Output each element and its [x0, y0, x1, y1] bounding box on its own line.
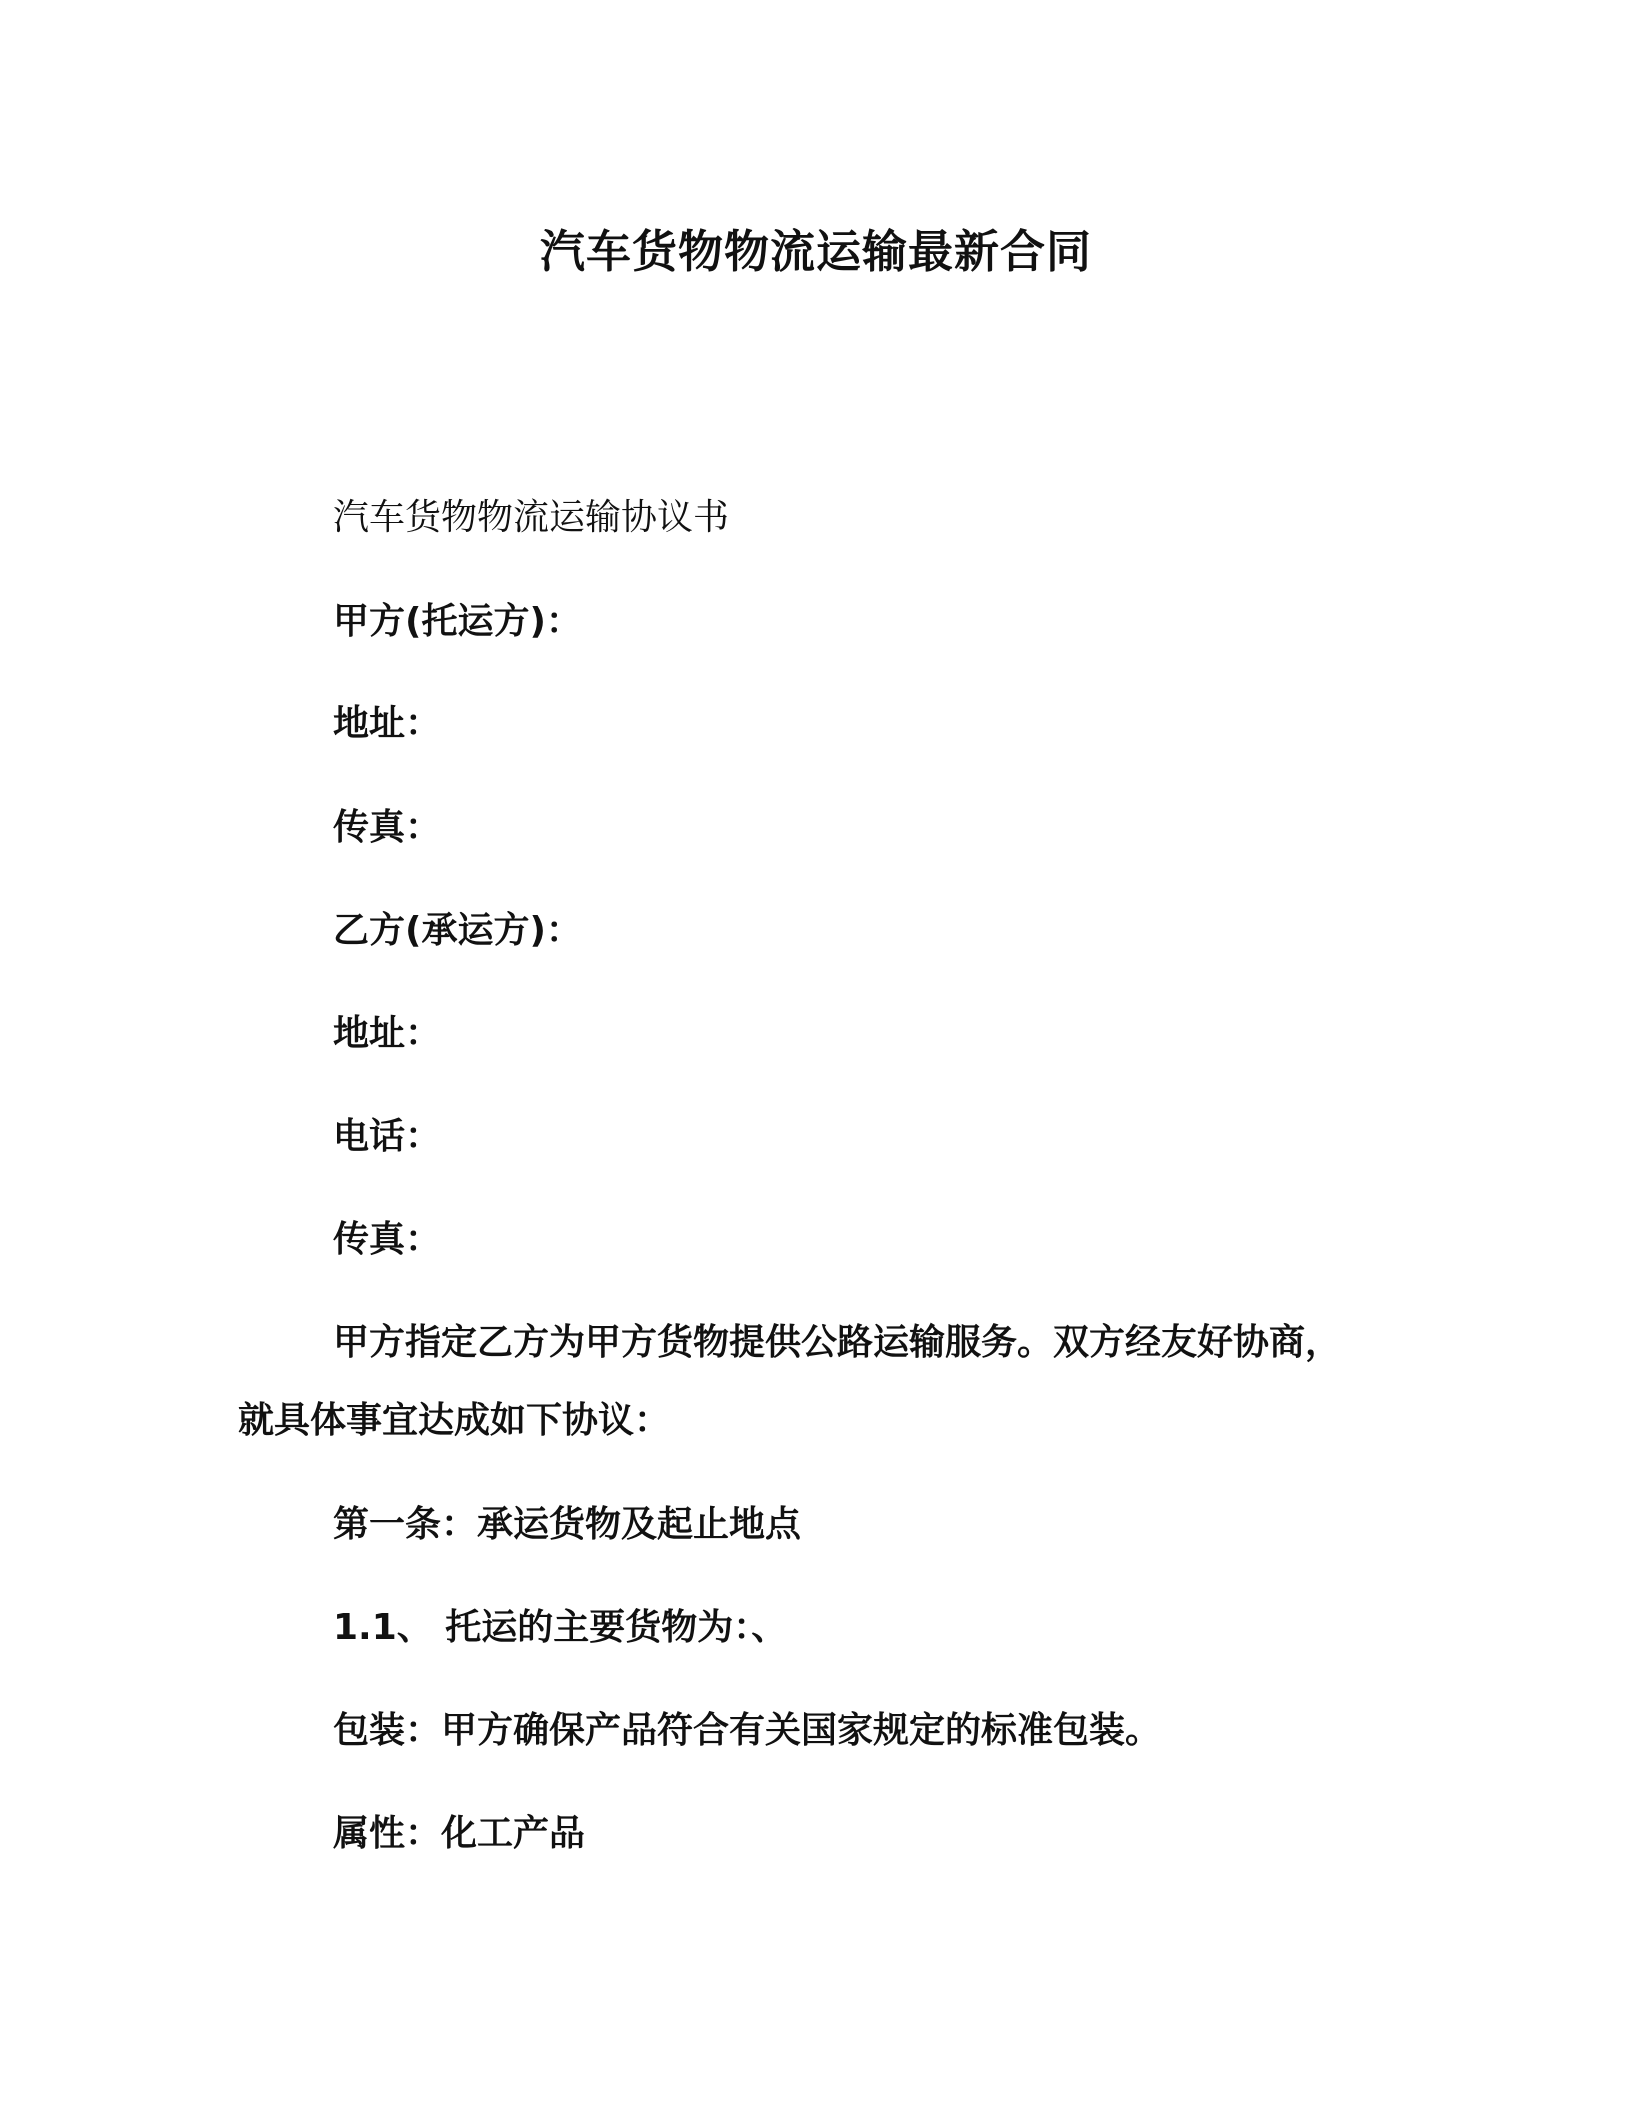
- party-b-phone-label: 电话：: [333, 1116, 442, 1157]
- packaging-clause: 包装：甲方确保产品符合有关国家规定的标准包装。: [333, 1710, 1162, 1751]
- party-b-label: 乙方(承运方)：: [333, 910, 582, 951]
- intro-paragraph-line2: 就具体事宜达成如下协议：: [238, 1400, 671, 1441]
- intro-paragraph-line1: 甲方指定乙方为甲方货物提供公路运输服务。双方经友好协商，: [333, 1322, 1342, 1363]
- article-1-heading: 第一条：承运货物及起止地点: [333, 1504, 802, 1545]
- party-a-fax-label: 传真：: [333, 807, 442, 848]
- attribute-clause: 属性：化工产品: [333, 1813, 586, 1854]
- party-a-address-label: 地址：: [333, 703, 442, 744]
- document-title: 汽车货物物流运输最新合同: [539, 225, 1092, 278]
- clause-1-1: 1.1、 托运的主要货物为：、: [333, 1607, 788, 1648]
- agreement-subtitle: 汽车货物物流运输协议书: [333, 497, 730, 538]
- party-b-address-label: 地址：: [333, 1013, 442, 1054]
- party-a-label: 甲方(托运方)：: [333, 601, 582, 642]
- party-b-fax-label: 传真：: [333, 1219, 442, 1260]
